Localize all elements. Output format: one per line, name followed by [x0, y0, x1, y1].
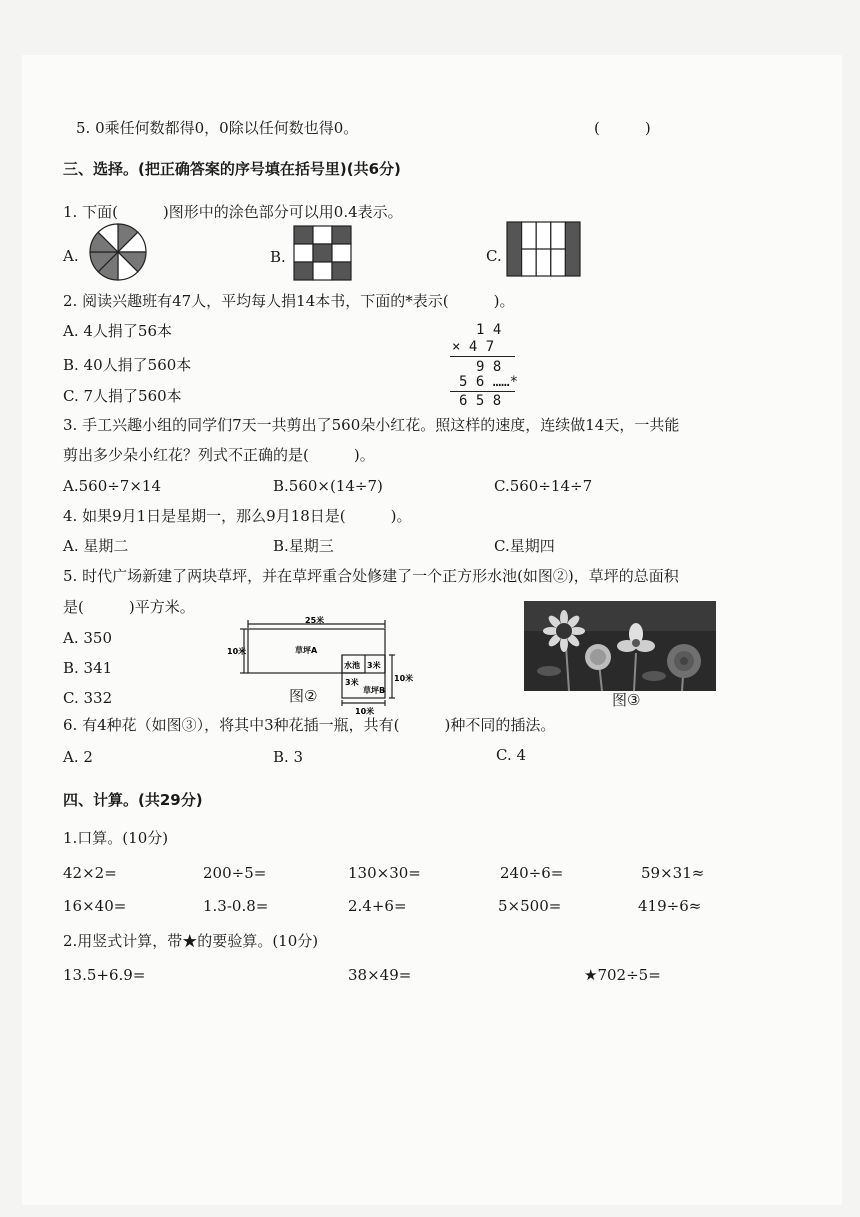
q6-option-c: C. 4 — [496, 746, 527, 764]
vertical-item-star: ★702÷5= — [584, 966, 661, 984]
label-pool: 水池 — [344, 661, 360, 670]
vertical-item: 13.5+6.9= — [63, 966, 146, 984]
oral-item: 200÷5= — [203, 864, 267, 882]
oral-item: 419÷6≈ — [638, 897, 702, 915]
q1-option-c: C. — [486, 247, 502, 265]
lawn-diagram — [225, 615, 425, 716]
label-left-10m: 10米 — [227, 647, 247, 656]
q5-option-a: A. 350 — [63, 629, 112, 647]
oral-calc-title: 1.口算。(10分) — [63, 829, 169, 847]
calc-line-1 — [450, 356, 515, 357]
q5-option-c: C. 332 — [63, 689, 113, 707]
q5-option-b: B. 341 — [63, 659, 113, 677]
q1-stem: 1. 下面( )图形中的涂色部分可以用0.4表示。 — [63, 203, 403, 221]
oral-item: 59×31≈ — [641, 864, 705, 882]
oral-item: 42×2= — [63, 864, 117, 882]
label-pool-bottom-3m: 3米 — [345, 678, 359, 687]
q4-option-a: A. 星期二 — [63, 537, 129, 555]
q1-option-a: A. — [63, 247, 79, 265]
section-3-title: 三、选择。(把正确答案的序号填在括号里)(共6分) — [63, 160, 401, 178]
vertical-calc-title: 2.用竖式计算，带★的要验算。(10分) — [63, 932, 319, 950]
tf-question-5: 5. 0乘任何数都得0，0除以任何数也得0。 — [76, 119, 359, 137]
shaded-circle-figure — [88, 222, 148, 282]
figure-3-caption: 图③ — [612, 691, 641, 709]
shaded-strip-figure — [506, 221, 582, 277]
calc-row-3: 9 8 — [476, 359, 502, 375]
figure-2-caption: 图② — [289, 687, 318, 705]
oral-item: 130×30= — [348, 864, 421, 882]
vertical-item: 38×49= — [348, 966, 412, 984]
flowers-photo — [524, 601, 716, 691]
oral-item: 1.3-0.8= — [203, 897, 269, 915]
label-pool-side-3m: 3米 — [367, 661, 381, 670]
oral-item: 2.4+6= — [348, 897, 407, 915]
oral-item: 16×40= — [63, 897, 127, 915]
q1-option-b: B. — [270, 248, 286, 266]
label-lawn-b: 草坪B — [363, 686, 386, 695]
calc-row-5: 6 5 8 — [459, 393, 502, 409]
q6-option-b: B. 3 — [273, 748, 304, 766]
q3-option-b: B.560×(14÷7) — [273, 477, 383, 495]
oral-item: 240÷6= — [500, 864, 564, 882]
label-lawn-a: 草坪A — [295, 646, 318, 655]
label-bottom-10m: 10米 — [355, 707, 375, 716]
section-4-title: 四、计算。(共29分) — [63, 791, 203, 809]
q3-option-c: C.560÷14÷7 — [494, 477, 593, 495]
q2-option-c: C. 7人捐了560本 — [63, 387, 182, 405]
q6-stem: 6. 有4种花（如图③），将其中3种花插一瓶，共有( )种不同的插法。 — [63, 716, 556, 734]
q3-option-a: A.560÷7×14 — [63, 477, 161, 495]
calc-row-4: 5 6 ……* — [459, 374, 519, 390]
q2-stem: 2. 阅读兴趣班有47人，平均每人捐14本书，下面的*表示( )。 — [63, 292, 515, 310]
q4-option-c: C.星期四 — [494, 537, 555, 555]
q5-stem-line1: 5. 时代广场新建了两块草坪，并在草坪重合处修建了一个正方形水池(如图②)，草坪的总面积 — [63, 567, 679, 585]
q5-stem-line2: 是( )平方米。 — [63, 598, 195, 616]
label-top-25m: 25米 — [305, 616, 325, 625]
q2-option-a: A. 4人捐了56本 — [63, 322, 172, 340]
q4-stem: 4. 如果9月1日是星期一，那么9月18日是( )。 — [63, 507, 412, 525]
calc-row-2: × 4 7 — [452, 339, 495, 355]
answer-paren: ( ) — [594, 119, 651, 137]
q3-stem-line1: 3. 手工兴趣小组的同学们7天一共剪出了560朵小红花。照这样的速度，连续做14天，一共能 — [63, 416, 680, 434]
q4-option-b: B.星期三 — [273, 537, 334, 555]
label-right-10m: 10米 — [394, 674, 414, 683]
q6-option-a: A. 2 — [63, 748, 93, 766]
q2-option-b: B. 40人捐了560本 — [63, 356, 192, 374]
calc-row-1: 1 4 — [476, 322, 502, 338]
q3-stem-line2: 剪出多少朵小红花？列式不正确的是( )。 — [63, 446, 375, 464]
shaded-grid-figure — [293, 225, 353, 281]
oral-item: 5×500= — [498, 897, 562, 915]
